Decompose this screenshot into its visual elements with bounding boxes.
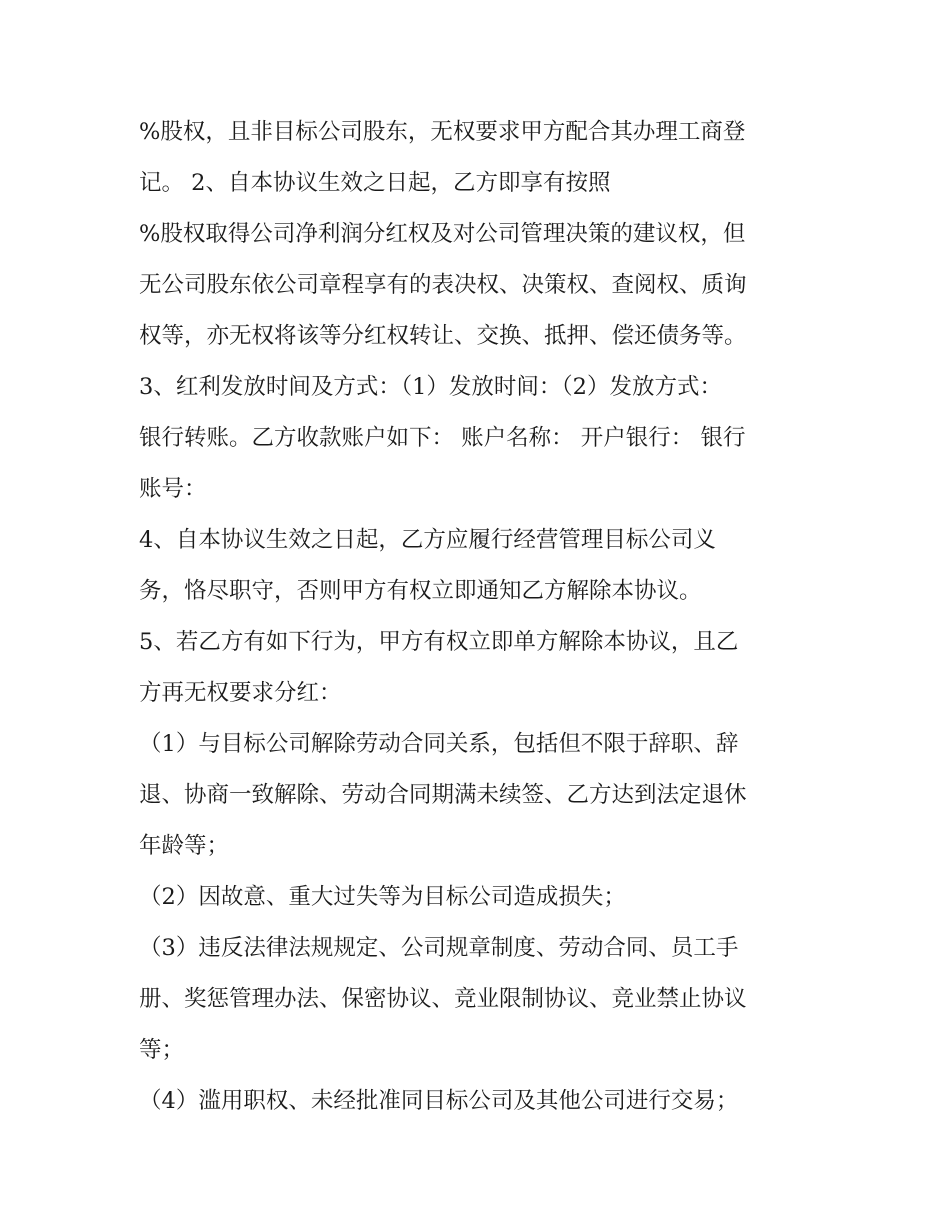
document-body	[139, 107, 819, 1127]
text-line: 方再无权要求分红：	[139, 680, 342, 706]
text-line: 5、若乙方有如下行为，甲方有权立即单方解除本协议，且乙	[139, 629, 739, 655]
text-line: （1）与目标公司解除劳动合同关系，包括但不限于辞职、辞	[139, 731, 739, 757]
text-line: %股权取得公司净利润分红权及对公司管理决策的建议权，但	[139, 221, 746, 247]
text-line: 册、奖惩管理办法、保密协议、竞业限制协议、竞业禁止协议	[139, 986, 747, 1012]
text-line: 账号：	[139, 476, 207, 502]
text-line: 记。 2、自本协议生效之日起，乙方即享有按照	[139, 170, 611, 196]
text-line: 4、自本协议生效之日起，乙方应履行经营管理目标公司义	[139, 527, 716, 553]
text-line: （2）因故意、重大过失等为目标公司造成损失；	[139, 884, 626, 910]
text-line: 年龄等；	[139, 833, 230, 859]
text-line: 权等，亦无权将该等分红权转让、交换、抵押、偿还债务等。	[139, 323, 747, 349]
text-line: 银行转账。乙方收款账户如下： 账户名称： 开户银行： 银行	[139, 425, 746, 451]
text-line: 退、协商一致解除、劳动合同期满未续签、乙方达到法定退休	[139, 782, 747, 808]
text-line: %股权，且非目标公司股东，无权要求甲方配合其办理工商登	[139, 119, 746, 145]
text-line: （4）滥用职权、未经批准同目标公司及其他公司进行交易；	[139, 1088, 739, 1114]
text-line: 3、红利发放时间及方式：（1）发放时间：（2）发放方式：	[139, 374, 722, 400]
text-line: 务，恪尽职守，否则甲方有权立即通知乙方解除本协议。	[139, 578, 702, 604]
text-line: （3）违反法律法规规定、公司规章制度、劳动合同、员工手	[139, 935, 739, 961]
text-line: 等；	[139, 1037, 185, 1063]
text-line: 无公司股东依公司章程享有的表决权、决策权、查阅权、质询	[139, 272, 747, 298]
